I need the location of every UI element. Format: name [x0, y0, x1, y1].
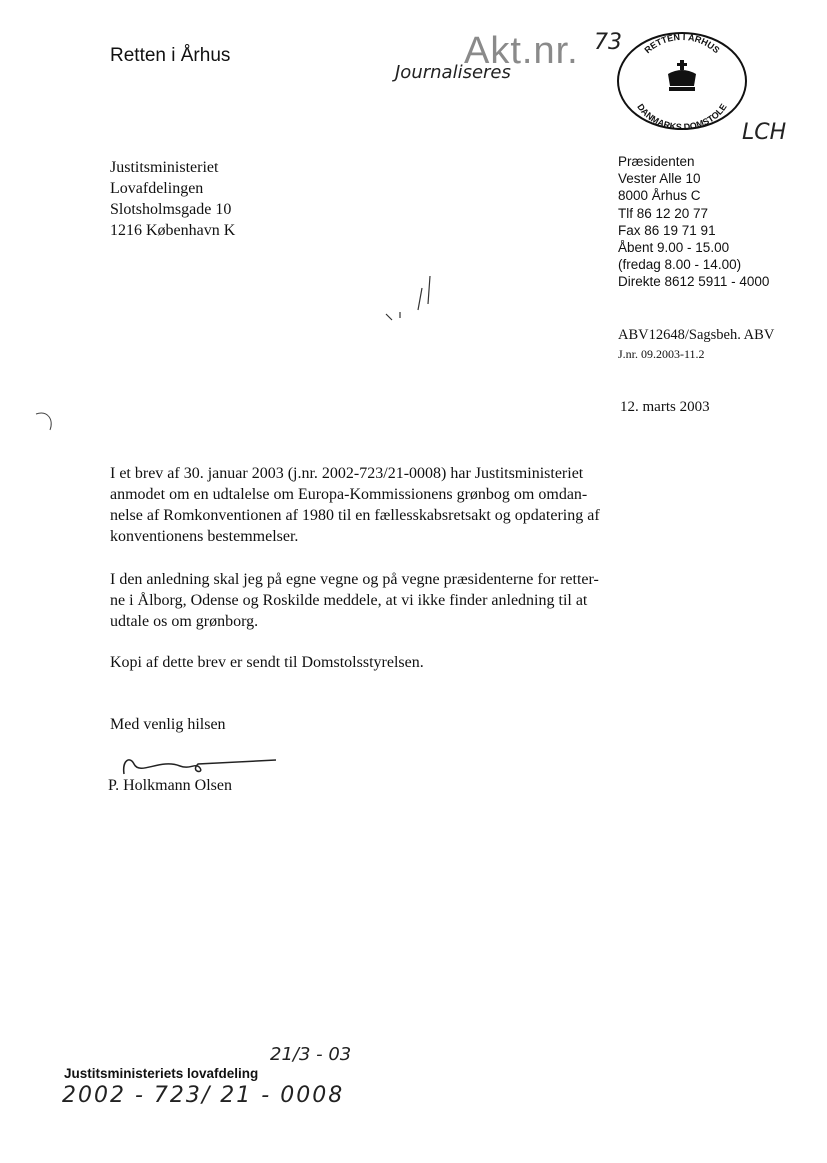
footer-handwritten-date: 21/3 - 03 — [270, 1044, 352, 1065]
sender-line: 8000 Århus C — [618, 188, 701, 204]
paragraph-line: udtale os om grønborg. — [110, 613, 259, 630]
sender-line: Fax 86 19 71 91 — [618, 222, 716, 238]
recipient-line: Lovafdelingen — [110, 180, 204, 197]
sender-line: (fredag 8.00 - 14.00) — [618, 257, 742, 273]
paragraph-line: nelse af Romkonventionen af 1980 til en fællesskabsretsakt og opdatering af — [110, 507, 600, 524]
paragraph-line: I et brev af 30. januar 2003 (j.nr. 2002-723/21-0008) har Justitsministeriet — [110, 465, 584, 482]
crown-icon — [668, 60, 696, 91]
recipient-address — [110, 157, 235, 241]
akt-number-handwritten: 73 — [594, 30, 622, 55]
svg-text:DANMARKS DOMSTOLE — [635, 102, 728, 132]
paragraph-line: I den anledning skal jeg på egne vegne og på vegne præsidenterne for retter- — [110, 571, 599, 588]
body-paragraph-2 — [110, 569, 630, 632]
sender-line: Tlf 86 12 20 77 — [618, 205, 709, 221]
recipient-line: Slotsholmsgade 10 — [110, 201, 232, 218]
body-paragraph-1 — [110, 463, 630, 547]
svg-text:RETTEN I ÅRHUS — [642, 32, 721, 55]
sender-line: Direkte 8612 5911 - 4000 — [618, 274, 770, 290]
handwritten-initials: LCH — [742, 120, 787, 145]
journal-number: J.nr. 09.2003-11.2 — [618, 347, 705, 361]
scan-mark — [30, 410, 60, 434]
sender-address — [618, 153, 769, 291]
court-name: Retten i Århus — [110, 45, 231, 66]
sender-line: Vester Alle 10 — [618, 171, 701, 187]
paragraph-line: konventionens bestemmelser. — [110, 528, 299, 545]
recipient-line: 1216 København K — [110, 222, 236, 239]
akt-nr-stamp: Akt.nr. — [464, 30, 579, 72]
body-paragraph-3: Kopi af dette brev er sendt til Domstolsstyrelsen. — [110, 654, 424, 671]
closing-greeting: Med venlig hilsen — [110, 716, 226, 733]
footer-handwritten-case-number: 2002 - 723/ 21 - 0008 — [62, 1083, 345, 1108]
sender-line: Åbent 9.00 - 15.00 — [618, 240, 730, 256]
case-reference: ABV12648/Sagsbeh. ABV — [618, 327, 775, 343]
court-seal-icon — [614, 30, 750, 132]
sender-line: Præsidenten — [618, 154, 695, 169]
letter-date: 12. marts 2003 — [620, 399, 710, 415]
paragraph-line: ne i Ålborg, Odense og Roskilde meddele, at vi ikke finder anledning til at — [110, 592, 588, 609]
signatory-name: P. Holkmann Olsen — [108, 777, 232, 794]
recipient-line: Justitsministeriet — [110, 159, 219, 176]
seal-top-text: RETTEN I ÅRHUS — [642, 31, 722, 56]
footer-department-stamp: Justitsministeriets lovafdeling — [64, 1066, 259, 1081]
pen-mark — [378, 270, 448, 330]
seal-bottom-text: DANMARKS DOMSTOLE — [635, 101, 729, 132]
paragraph-line: anmodet om en udtalelse om Europa-Kommissionens grønbog om omdan- — [110, 486, 588, 503]
handwritten-note: Journaliseres — [395, 62, 511, 83]
